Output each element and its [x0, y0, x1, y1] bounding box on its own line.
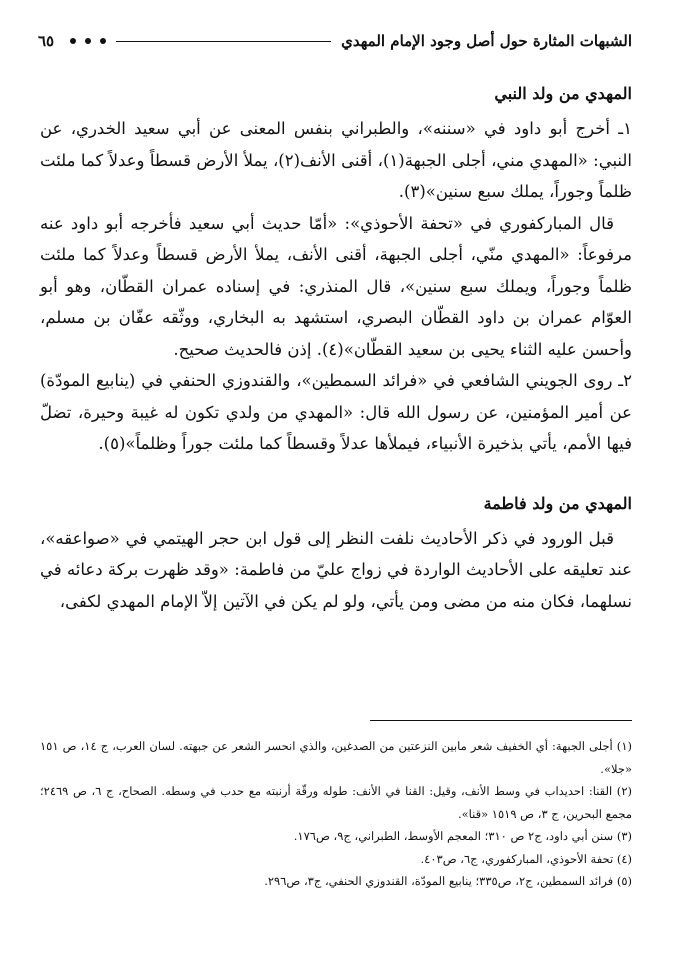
header-ornament [70, 38, 106, 44]
paragraph-ibn-hajar: قبل الورود في ذكر الأحاديث نلفت النظر إلى قول ابن حجر الهيتمي في «صواعقه»، عند تعليقه على الأحاديث الواردة في زواج عليّ من فاطمة: «وقد ظهرت بركة دعائه في نسلهما، فكان منه من مضى ومن يأتي، ولو لم يكن في الآتين إلاّ الإمام المهدي لكفى، [40, 528, 632, 611]
footnote-4: (٤) تحفة الأحوذي، المباركفوري، ج٦، ص٤٠٣. [420, 851, 632, 866]
footnote-5: (٥) فرائد السمطين، ج٢، ص٣٣٥؛ ينابيع المودّة، القندوزي الحنفي، ج٣، ص٢٩٦. [264, 874, 632, 888]
running-header [38, 28, 632, 54]
section-heading-prophet: المهدي من ولد النبي [494, 84, 632, 103]
footnote-3: (٣) سنن أبي داود، ج٢ ص ٣١٠؛ المعجم الأوسط، الطبراني، ج٩، ص١٧٦. [293, 829, 632, 843]
paragraph-mubarakfuri: قال المباركفوري في «تحفة الأحوذي»: «أمّا حديث أبي سعيد فأخرجه أبو داود عنه مرفوعاً: «المهدي منّي، أجلى الجبهة، أقنى الأنف، يملأ الأرض قسطاً وعدلاً كما ملئت ظلماً وجوراً، ويملك سبع سنين»، قال المنذري: في إسناده عمران القطّان، وهو أبو العوّام عمران بن داود القطّان البصري، استشهد به البخاري، ووثّقه عفّان بن مسلم، وأحسن عليه الثناء يحيى بن سعيد القطّان»(٤). إذن فالحديث صحيح. [40, 213, 632, 359]
footnote-1: (١) أجلى الجبهة: أي الخفيف شعر مابين النزعتين من الصدغين، والذي انحسر الشعر عن جبهته. لسان العرب، ج ١٤، ص ١٥١ «جلا». [40, 739, 632, 776]
main-text [40, 84, 632, 617]
paragraph-juwayni: ٢ـ روى الجويني الشافعي في «فرائد السمطين»، والقندوزي الحنفي في (ينابيع المودّة) عن أمير المؤمنين، عن رسول الله قال: «المهدي من ولدي تكون له غيبة وحيرة، تضلّ فيها الأمم، يأتي بذخيرة الأنبياء، فيملأها عدلاً وقسطاً كما ملئت جوراً وظلماً»(٥). [40, 371, 632, 453]
header-rule [116, 41, 331, 42]
paragraph-abu-dawud: ١ـ أخرج أبو داود في «سننه»، والطبراني بنفس المعنى عن أبي سعيد الخدري، عن النبي: «المهدي مني، أجلى الجبهة(١)، أقنى الأنف(٢)، يملأ الأرض قسطاً وعدلاً كما ملئت ظلماً وجوراً، يملك سبع سنين»(٣). [40, 119, 633, 201]
footnote-separator [370, 720, 632, 721]
page-number: ٦٥ [38, 32, 55, 50]
section-heading-fatima: المهدي من ولد فاطمة [483, 493, 632, 513]
header-title: الشبهات المثارة حول أصل وجود الإمام المهدي [341, 32, 632, 50]
footnote-2: (٢) القنا: احديداب في وسط الأنف، وقيل: القنا في الأنف: طوله ورقّة أرنبته مع حدب في وسطه. الصحاح، ج ٦، ص ٢٤٦٩؛ مجمع البحرين، ج ٣، ص ١٥١٩ «قنا». [40, 784, 632, 821]
footnotes [40, 735, 632, 893]
